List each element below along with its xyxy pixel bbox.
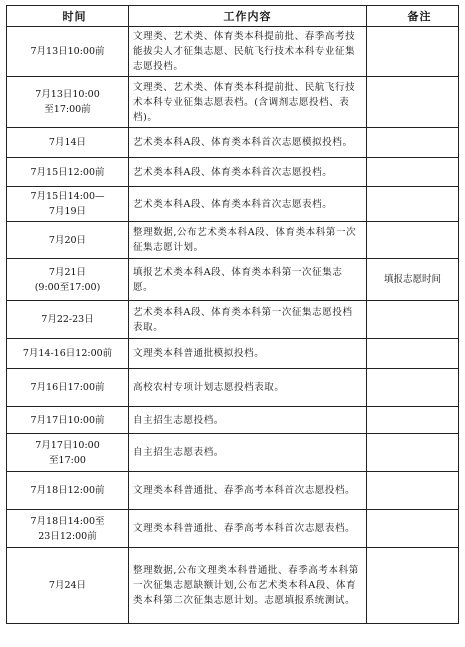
header-work-content: 工作内容: [129, 6, 367, 27]
work-content-cell: 文理类本科普通批模拟投档。: [129, 339, 367, 369]
note-cell: [367, 222, 459, 259]
table-row: [7, 548, 459, 624]
time-cell: 7月17日10:00前: [7, 407, 129, 434]
table-row: [7, 128, 459, 158]
work-content-cell: 自主招生志愿表档。: [129, 434, 367, 472]
table-row: [7, 77, 459, 128]
note-cell: [367, 128, 459, 158]
time-cell: 7月15日12:00前: [7, 158, 129, 187]
note-cell: [367, 434, 459, 472]
table-row: [7, 187, 459, 222]
header-time: 时间: [7, 6, 129, 27]
time-cell: 7月13日10:00前: [7, 27, 129, 77]
table-row: [7, 222, 459, 259]
work-content-cell: 文理类、艺术类、体育类本科提前批、民航飞行技术本科专业征集志愿表档。(含调剂志愿投档、表档)。: [129, 77, 367, 128]
schedule-table: [6, 5, 459, 624]
work-content-cell: 整理数据,公布文理类本科普通批、春季高考本科第一次征集志愿缺额计划,公布艺术类本科A段、体育类本科第二次征集志愿计划。志愿填报系统测试。: [129, 548, 367, 624]
table-row: [7, 407, 459, 434]
time-cell: 7月20日: [7, 222, 129, 259]
work-content-cell: 整理数据,公布艺术类本科A段、体育类本科第一次征集志愿计划。: [129, 222, 367, 259]
table-row: [7, 301, 459, 339]
schedule-document: [6, 5, 458, 624]
work-content-cell: 自主招生志愿投档。: [129, 407, 367, 434]
note-cell: [367, 301, 459, 339]
work-content-cell: 文理类本科普通批、春季高考本科首次志愿表档。: [129, 510, 367, 548]
time-cell: 7月16日17:00前: [7, 369, 129, 407]
header-note: 备注: [367, 6, 459, 27]
note-cell: [367, 407, 459, 434]
work-content-cell: 高校农村专项计划志愿投档表取。: [129, 369, 367, 407]
note-cell: [367, 77, 459, 128]
table-row: [7, 259, 459, 301]
note-cell: [367, 548, 459, 624]
time-cell: 7月21日 (9:00至17:00): [7, 259, 129, 301]
table-row: [7, 158, 459, 187]
table-row: [7, 510, 459, 548]
work-content-cell: 艺术类本科A段、体育类本科首次志愿表档。: [129, 187, 367, 222]
time-cell: 7月18日14:00至 23日12:00前: [7, 510, 129, 548]
table-row: [7, 27, 459, 77]
time-cell: 7月15日14:00— 7月19日: [7, 187, 129, 222]
note-cell: [367, 27, 459, 77]
work-content-cell: 艺术类本科A段、体育类本科首次志愿模拟投档。: [129, 128, 367, 158]
note-cell: 填报志愿时间: [367, 259, 459, 301]
work-content-cell: 艺术类本科A段、体育类本科首次志愿投档。: [129, 158, 367, 187]
work-content-cell: 艺术类本科A段、体育类本科第一次征集志愿投档表取。: [129, 301, 367, 339]
note-cell: [367, 369, 459, 407]
note-cell: [367, 510, 459, 548]
table-row: [7, 472, 459, 510]
work-content-cell: 填报艺术类本科A段、体育类本科第一次征集志愿。: [129, 259, 367, 301]
table-header-row: [7, 6, 459, 27]
time-cell: 7月22-23日: [7, 301, 129, 339]
note-cell: [367, 158, 459, 187]
time-cell: 7月13日10:00 至17:00前: [7, 77, 129, 128]
work-content-cell: 文理类、艺术类、体育类本科提前批、春季高考技能拔尖人才征集志愿、民航飞行技术本科专业征集志愿投档。: [129, 27, 367, 77]
note-cell: [367, 187, 459, 222]
note-cell: [367, 472, 459, 510]
table-row: [7, 434, 459, 472]
time-cell: 7月24日: [7, 548, 129, 624]
table-row: [7, 369, 459, 407]
time-cell: 7月17日10:00 至17:00: [7, 434, 129, 472]
work-content-cell: 文理类本科普通批、春季高考本科首次志愿投档。: [129, 472, 367, 510]
time-cell: 7月14-16日12:00前: [7, 339, 129, 369]
time-cell: 7月14日: [7, 128, 129, 158]
table-row: [7, 339, 459, 369]
time-cell: 7月18日12:00前: [7, 472, 129, 510]
note-cell: [367, 339, 459, 369]
